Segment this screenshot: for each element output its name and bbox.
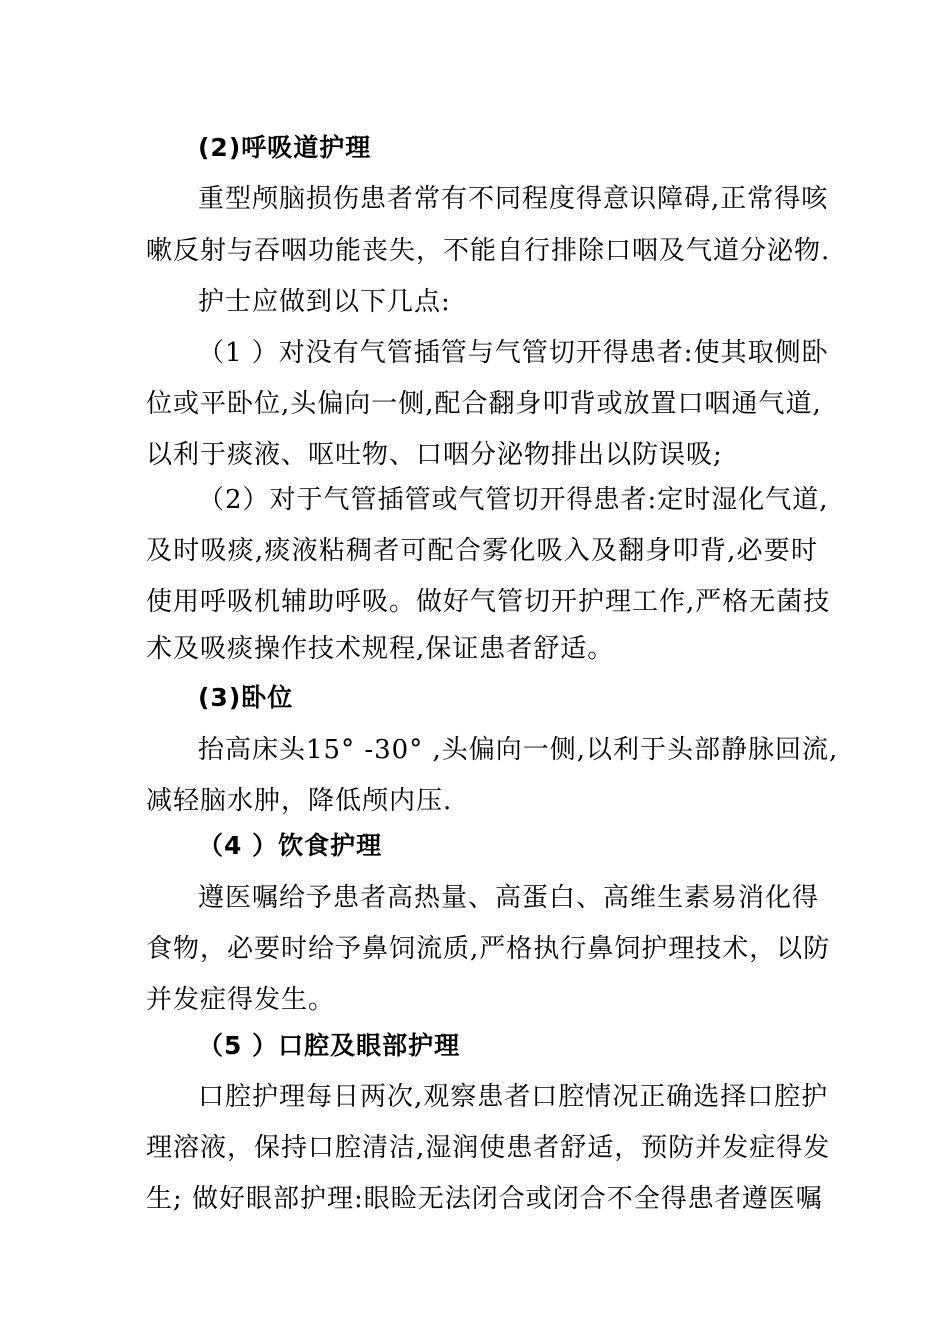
- paragraph-line: 嗽反射与吞咽功能丧失，不能自行排除口咽及气道分泌物.: [146, 236, 831, 266]
- paragraph-line: 抬高床头15° -30° ,头偏向一侧,以利于头部静脉回流,: [198, 735, 839, 765]
- paragraph-line: 重型颅脑损伤患者常有不同程度得意识障碍,正常得咳: [198, 184, 829, 214]
- section-heading-diet: （4 ）饮食护理: [198, 831, 383, 860]
- section-heading-position: (3)卧位: [198, 683, 294, 712]
- paragraph-line: 生; 做好眼部护理:眼睑无法闭合或闭合不全得患者遵医嘱: [146, 1184, 823, 1214]
- paragraph-line: 遵医嘱给予患者高热量、高蛋白、高维生素易消化得: [198, 883, 820, 913]
- paragraph-line: 口腔护理每日两次,观察患者口腔情况正确选择口腔护: [198, 1082, 829, 1112]
- list-item-line: 及时吸痰,痰液粘稠者可配合雾化吸入及翻身叩背,必要时: [146, 536, 818, 566]
- list-item-line: 使用呼吸机辅助呼吸。做好气管切开护理工作,严格无菌技: [146, 587, 831, 617]
- paragraph-line: 并发症得发生。: [146, 985, 336, 1015]
- paragraph-line: 食物，必要时给予鼻饲流质,严格执行鼻饲护理技术，以防: [146, 934, 831, 964]
- list-item-line: （2）对于气管插管或气管切开得患者:定时湿化气道,: [198, 485, 829, 515]
- paragraph-line: 护士应做到以下几点:: [198, 287, 451, 317]
- list-item-line: 术及吸痰操作技术规程,保证患者舒适。: [146, 634, 615, 664]
- paragraph-line: 理溶液，保持口腔清洁,湿润使患者舒适，预防并发症得发: [146, 1133, 831, 1163]
- list-item-line: 位或平卧位,头偏向一侧,配合翻身叩背或放置口咽通气道,: [146, 389, 822, 419]
- list-item-line: （1 ）对没有气管插管与气管切开得患者:使其取侧卧: [198, 338, 829, 368]
- paragraph-line: 减轻脑水肿，降低颅内压.: [146, 786, 453, 816]
- section-heading-respiratory: (2)呼吸道护理: [198, 133, 372, 162]
- list-item-line: 以利于痰液、呕吐物、口咽分泌物排出以防误吸;: [146, 440, 723, 470]
- section-heading-oral-eye: （5 ）口腔及眼部护理: [198, 1031, 461, 1060]
